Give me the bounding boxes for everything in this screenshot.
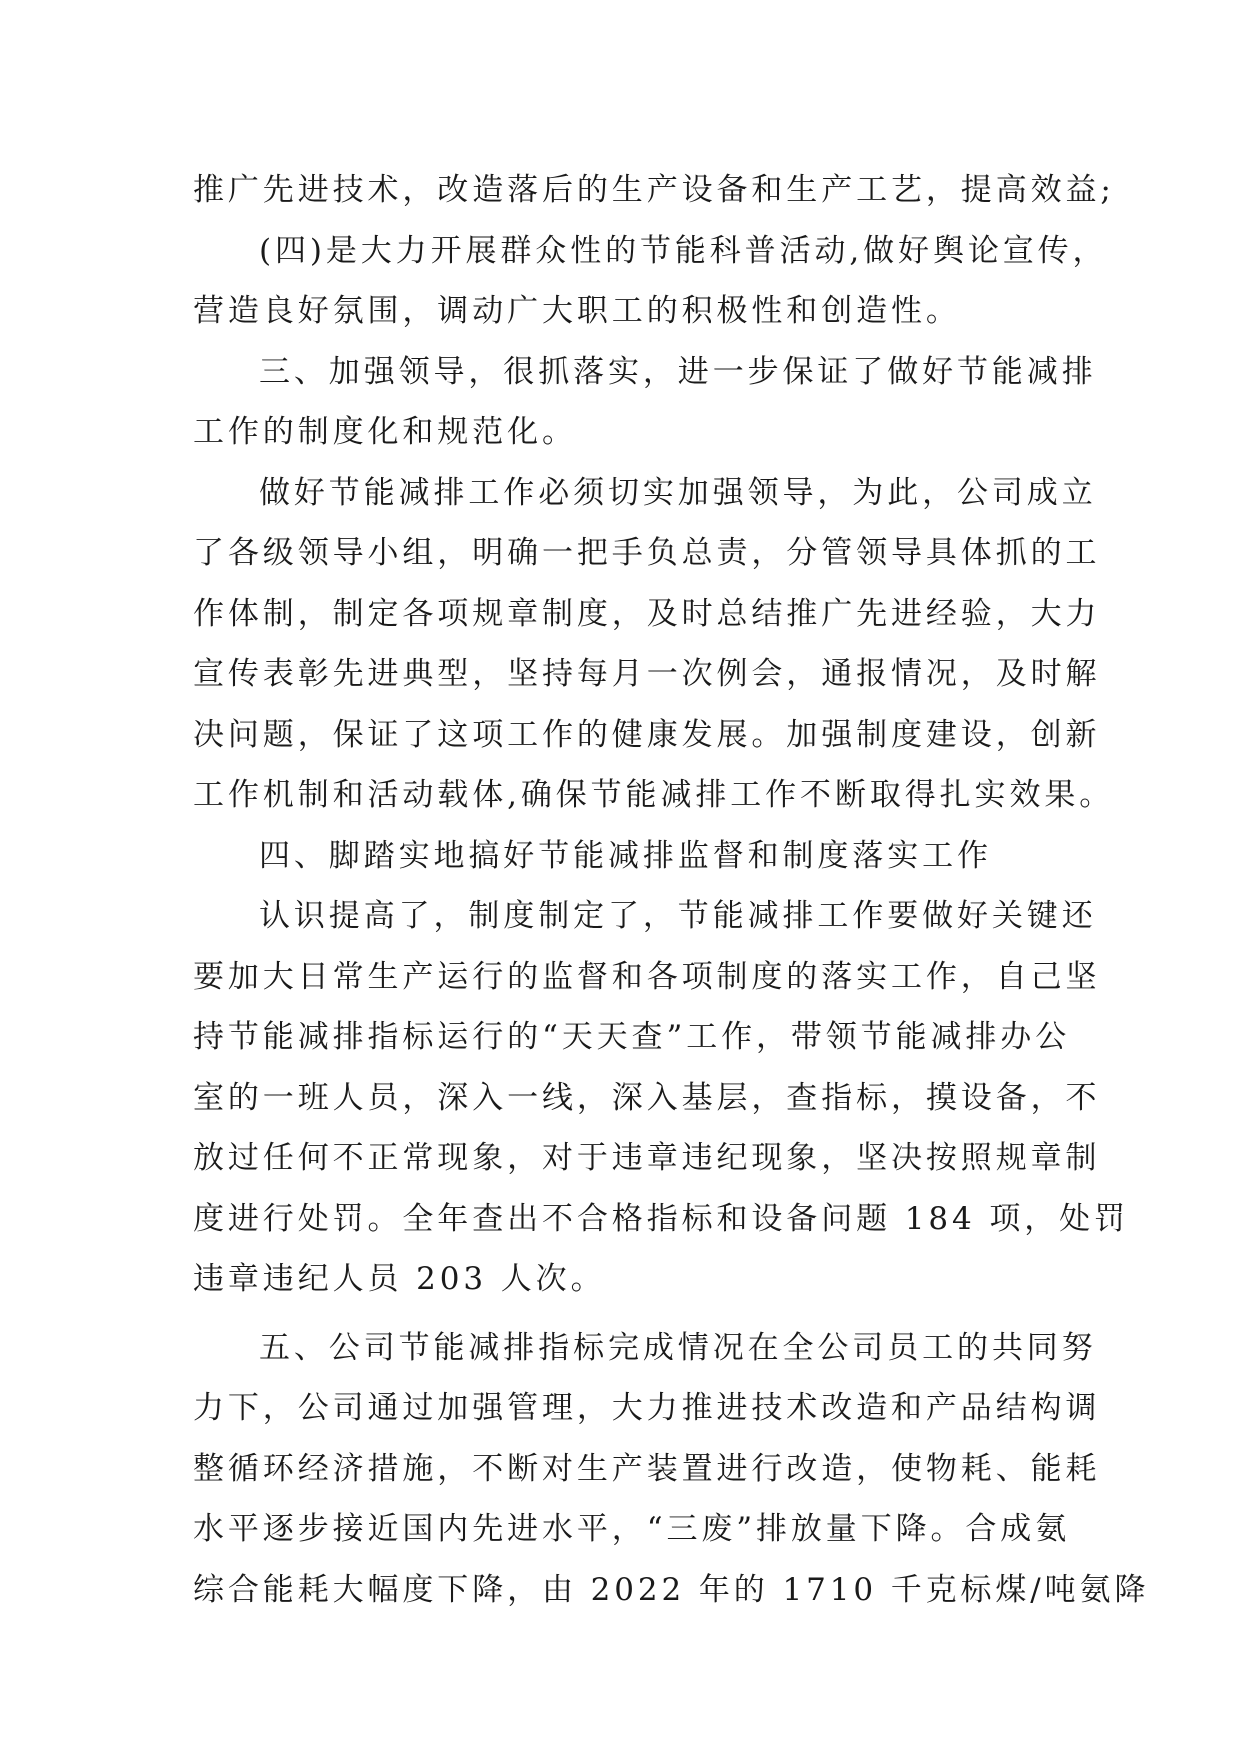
text-line: 持节能减排指标运行的“天天查”工作，带领节能减排办公 [193, 1019, 1071, 1055]
text-line: 营造良好氛围，调动广大职工的积极性和创造性。 [193, 293, 961, 329]
text-line: 工作机制和活动载体,确保节能减排工作不断取得扎实效果。 [193, 777, 1115, 813]
text-line: 整循环经济措施，不断对生产装置进行改造，使物耗、能耗 [193, 1450, 1101, 1487]
section-heading-3: 三、加强领导，很抓落实，进一步保证了做好节能减排 [259, 353, 1097, 390]
text-line: 水平逐步接近国内先进水平，“三废”排放量下降。合成氨 [193, 1511, 1071, 1547]
section-heading-4: 四、脚踏实地搞好节能减排监督和制度落实工作 [259, 837, 992, 874]
text-line: 决问题，保证了这项工作的健康发展。加强制度建设，创新 [193, 716, 1101, 753]
text-line: 推广先进技术，改造落后的生产设备和生产工艺，提高效益; [193, 172, 1115, 208]
text-line: 综合能耗大幅度下降，由 2022 年的 1710 千克标煤/吨氨降 [193, 1571, 1150, 1608]
text-line: 室的一班人员，深入一线，深入基层，查指标，摸设备，不 [193, 1079, 1101, 1116]
text-line: 做好节能减排工作必须切实加强领导，为此，公司成立 [259, 474, 1097, 511]
text-line: 认识提高了，制度制定了，节能减排工作要做好关键还 [259, 898, 1097, 934]
text-line: (四)是大力开展群众性的节能科普活动,做好舆论宣传， [259, 232, 1108, 269]
text-line: 了各级领导小组，明确一把手负总责，分管领导具体抓的工 [193, 535, 1101, 571]
text-line: 放过任何不正常现象，对于违章违纪现象，坚决按照规章制 [193, 1140, 1101, 1176]
section-heading-3-cont: 工作的制度化和规范化。 [193, 414, 577, 450]
text-line: 度进行处罚。全年查出不合格指标和设备问题 184 项，处罚 [193, 1200, 1129, 1237]
text-line: 力下，公司通过加强管理，大力推进技术改造和产品结构调 [193, 1390, 1101, 1426]
text-line: 违章违纪人员 203 人次。 [193, 1261, 606, 1297]
text-line: 要加大日常生产运行的监督和各项制度的落实工作，自己坚 [193, 958, 1101, 995]
text-line: 宣传表彰先进典型，坚持每月一次例会，通报情况，及时解 [193, 656, 1101, 692]
section-heading-5: 五、公司节能减排指标完成情况在全公司员工的共同努 [259, 1329, 1097, 1366]
document-body [193, 160, 1150, 1620]
text-line: 作体制，制定各项规章制度，及时总结推广先进经验，大力 [193, 595, 1101, 632]
